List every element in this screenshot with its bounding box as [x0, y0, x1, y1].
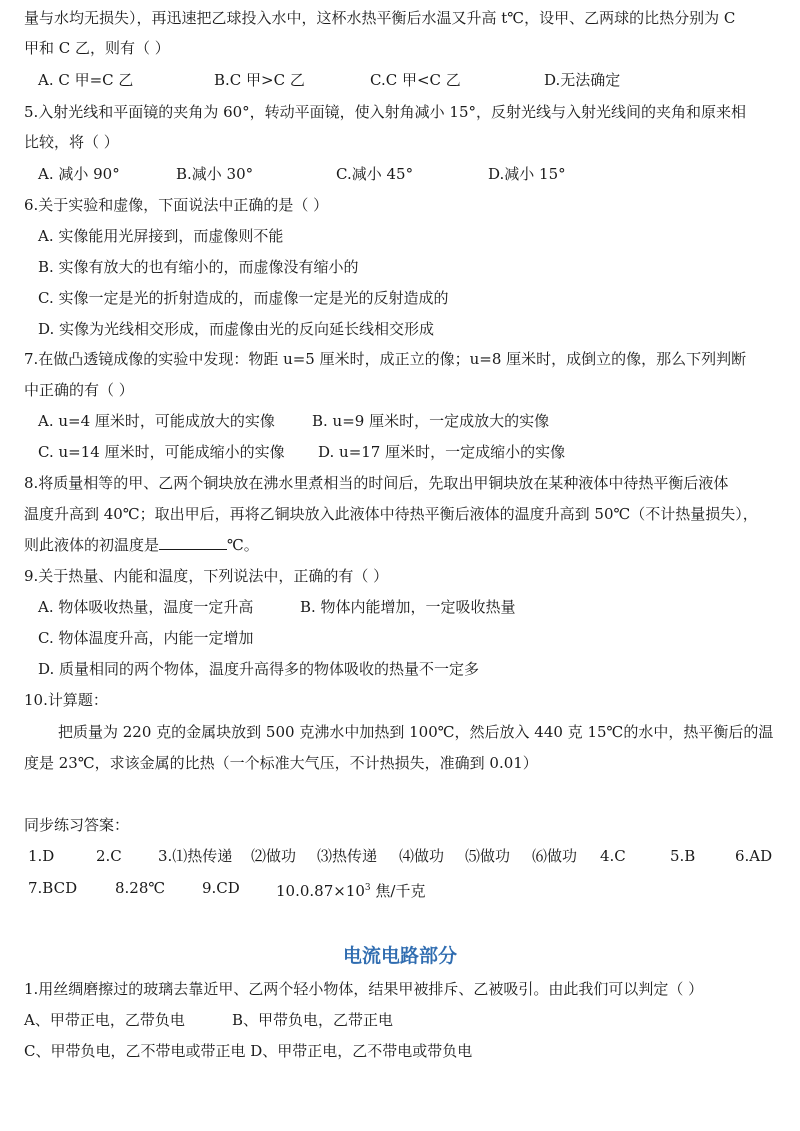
- answer-8: 8.28℃: [115, 879, 166, 897]
- q10-stem: 10.计算题：: [24, 691, 108, 709]
- q6-option-c: C. 实像一定是光的折射造成的，而虚像一定是光的反射造成的: [38, 289, 449, 307]
- answer-2: 2.C: [96, 847, 122, 865]
- q8-stem-line1: 8.将质量相等的甲、乙两个铜块放在沸水里煮相当的时间后，先取出甲铜块放在某种液体中待热平衡后液体: [24, 474, 729, 492]
- q6-option-a: A. 实像能用光屏接到，而虚像则不能: [38, 227, 284, 245]
- answer-7: 7.BCD: [28, 879, 78, 897]
- answer-3a: 3.⑴热传递: [158, 847, 233, 865]
- answer-9: 9.CD: [202, 879, 240, 897]
- q4-stem-line1: 量与水均无损失），再迅速把乙球投入水中，这杯水热平衡后水温又升高 t℃，设甲、乙两球的比热分别为 C: [24, 9, 736, 27]
- q5-option-c: C.减小 45°: [336, 165, 414, 183]
- q7-option-c: C. u=14 厘米时，可能成缩小的实像: [38, 443, 285, 461]
- circuit-q1-option-b: B、甲带负电，乙带正电: [232, 1011, 394, 1029]
- answer-10-unit: 焦/千克: [370, 882, 426, 900]
- q4-option-d: D.无法确定: [544, 71, 621, 89]
- q4-option-a: A. C 甲=C 乙: [38, 71, 134, 89]
- q8-unit: ℃。: [227, 536, 259, 554]
- q10-body-line2: 度是 23℃，求该金属的比热（一个标准大气压，不计热损失，准确到 0.01）: [24, 754, 538, 772]
- q8-stem-line3-text: 则此液体的初温度是: [24, 536, 160, 554]
- answer-3d: ⑷做功: [399, 847, 445, 865]
- answer-10-value: 10.0.87×10: [276, 882, 365, 900]
- q5-option-a: A. 减小 90°: [38, 165, 120, 183]
- circuit-q1-stem: 1.用丝绸磨擦过的玻璃去靠近甲、乙两个轻小物体，结果甲被排斥、乙被吸引。由此我们可以判定（ ）: [24, 980, 704, 998]
- q9-option-c: C. 物体温度升高，内能一定增加: [38, 629, 254, 647]
- q8-stem-line2: 温度升高到 40℃；取出甲后，再将乙铜块放入此液体中待热平衡后液体的温度升高到 50℃（不计热量损失），: [24, 505, 758, 523]
- answer-5: 5.B: [670, 847, 696, 865]
- q7-stem-line1: 7.在做凸透镜成像的实验中发现：物距 u=5 厘米时，成正立的像；u=8 厘米时，成倒立的像，那么下列判断: [24, 350, 747, 368]
- q6-stem: 6.关于实验和虚像，下面说法中正确的是（ ）: [24, 196, 329, 214]
- circuit-q1-option-a: A、甲带正电，乙带负电: [24, 1011, 185, 1029]
- q7-option-b: B. u=9 厘米时，一定成放大的实像: [312, 412, 550, 430]
- q5-stem-line2: 比较，将（ ）: [24, 133, 119, 151]
- answer-3b: ⑵做功: [251, 847, 297, 865]
- q8-stem-line3: [24, 535, 259, 555]
- q7-option-d: D. u=17 厘米时，一定成缩小的实像: [318, 443, 566, 461]
- q5-option-d: D.减小 15°: [488, 165, 566, 183]
- section-title: 电流电路部分: [342, 945, 457, 967]
- q5-option-b: B.减小 30°: [176, 165, 254, 183]
- answers-title: 同步练习答案：: [24, 816, 130, 834]
- answer-blank: [159, 535, 227, 550]
- q4-stem-line2: 甲和 C 乙，则有（ ）: [24, 39, 170, 57]
- circuit-q1-option-cd: C、甲带负电，乙不带电或带正电 D、甲带正电，乙不带电或带负电: [24, 1042, 473, 1060]
- answer-3c: ⑶热传递: [317, 847, 378, 865]
- q4-option-b: B.C 甲>C 乙: [214, 71, 305, 89]
- answer-6: 6.AD: [735, 847, 773, 865]
- answer-10: [276, 878, 425, 901]
- answer-4: 4.C: [600, 847, 626, 865]
- q9-option-b: B. 物体内能增加，一定吸收热量: [300, 598, 516, 616]
- q7-stem-line2: 中正确的有（ ）: [24, 381, 134, 399]
- q9-stem: 9.关于热量、内能和温度，下列说法中，正确的有（ ）: [24, 567, 389, 585]
- q10-body-line1: 把质量为 220 克的金属块放到 500 克沸水中加热到 100℃，然后放入 440 克 15℃的水中，热平衡后的温: [58, 723, 774, 741]
- answer-3e: ⑸做功: [465, 847, 511, 865]
- answer-10-exponent: 3: [364, 883, 371, 893]
- q9-option-a: A. 物体吸收热量，温度一定升高: [38, 598, 254, 616]
- answer-3f: ⑹做功: [532, 847, 578, 865]
- q7-option-a: A. u=4 厘米时，可能成放大的实像: [38, 412, 275, 430]
- q5-stem-line1: 5.入射光线和平面镜的夹角为 60°，转动平面镜，使入射角减小 15°，反射光线与入射光线间的夹角和原来相: [24, 103, 747, 121]
- q6-option-d: D. 实像为光线相交形成，而虚像由光的反向延长线相交形成: [38, 320, 435, 338]
- answer-1: 1.D: [28, 847, 55, 865]
- q9-option-d: D. 质量相同的两个物体，温度升高得多的物体吸收的热量不一定多: [38, 660, 480, 678]
- q6-option-b: B. 实像有放大的也有缩小的，而虚像没有缩小的: [38, 258, 359, 276]
- q4-option-c: C.C 甲<C 乙: [370, 71, 461, 89]
